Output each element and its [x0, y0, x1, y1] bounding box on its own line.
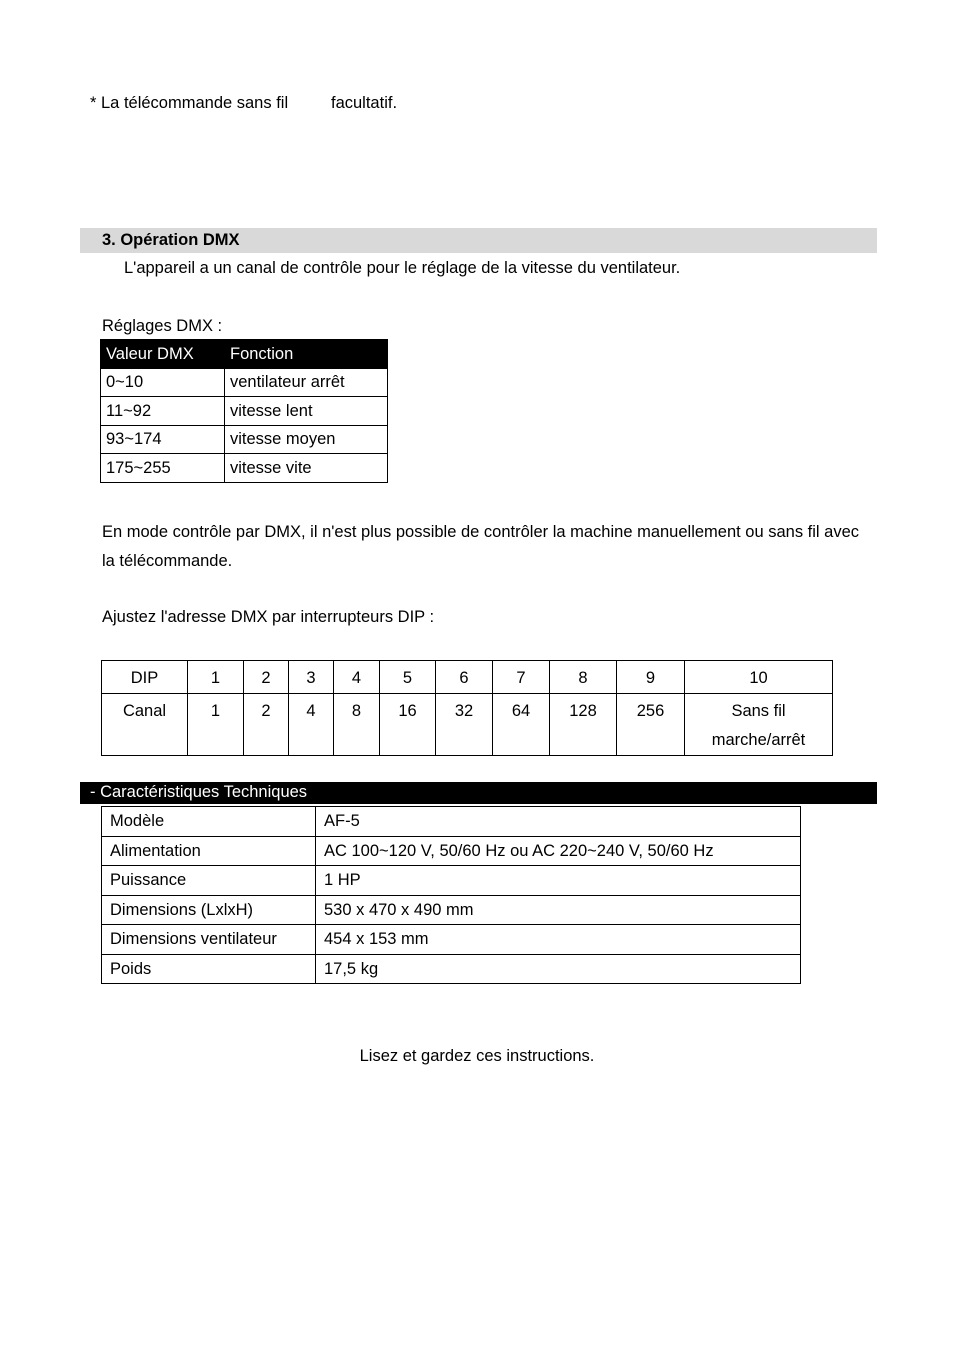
- specs-title: - Caractéristiques Techniques: [90, 783, 308, 801]
- table-row: [101, 425, 388, 454]
- table-row: [102, 694, 833, 756]
- table-cell: Sans fil marche/arrêt: [685, 694, 833, 756]
- table-cell: 7: [493, 661, 550, 694]
- table-cell: 256: [617, 694, 685, 756]
- dmx-mode-paragraph: En mode contrôle par DMX, il n'est plus possible de contrôler la machine manuellement ou sans fil avec la télécommande.: [102, 523, 860, 570]
- table-cell: DIP: [102, 661, 188, 694]
- spec-key: Modèle: [102, 807, 316, 837]
- table-row: [101, 368, 388, 397]
- remote-note-optional: facultatif.: [331, 94, 398, 112]
- spec-key: Puissance: [102, 866, 316, 896]
- table-cell: 8: [334, 694, 380, 756]
- table-cell: 32: [436, 694, 493, 756]
- dip-switch-table: [101, 660, 833, 756]
- table-header-row: [101, 340, 388, 369]
- table-row: [102, 807, 801, 837]
- table-row: [101, 454, 388, 483]
- spec-value: 1 HP: [316, 866, 801, 896]
- table-cell: 8: [550, 661, 617, 694]
- table-cell: vitesse lent: [225, 397, 388, 426]
- table-cell: 1: [188, 661, 244, 694]
- table-cell: 5: [380, 661, 436, 694]
- specs-table: [101, 806, 801, 984]
- spec-key: Dimensions ventilateur: [102, 925, 316, 955]
- table-cell: 4: [334, 661, 380, 694]
- table-cell: 64: [493, 694, 550, 756]
- spec-value: AF-5: [316, 807, 801, 837]
- spec-value: 530 x 470 x 490 mm: [316, 895, 801, 925]
- spec-key: Dimensions (LxlxH): [102, 895, 316, 925]
- table-row: [102, 661, 833, 694]
- footer-note: Lisez et gardez ces instructions.: [359, 1047, 595, 1065]
- table-cell: 4: [289, 694, 334, 756]
- table-cell: 11~92: [101, 397, 225, 426]
- table-cell: 16: [380, 694, 436, 756]
- table-cell: 3: [289, 661, 334, 694]
- table-row: [101, 397, 388, 426]
- table-row: [102, 836, 801, 866]
- remote-note: * La télécommande sans fil: [90, 94, 289, 112]
- spec-key: Alimentation: [102, 836, 316, 866]
- table-cell: 2: [244, 661, 289, 694]
- table-cell: 2: [244, 694, 289, 756]
- table-cell: ventilateur arrêt: [225, 368, 388, 397]
- table-cell: vitesse moyen: [225, 425, 388, 454]
- table-row: [102, 954, 801, 984]
- dip-switch-label: Ajustez l'adresse DMX par interrupteurs DIP :: [102, 608, 435, 626]
- table-row: [102, 866, 801, 896]
- spec-key: Poids: [102, 954, 316, 984]
- spec-value: AC 100~120 V, 50/60 Hz ou AC 220~240 V, 50/60 Hz: [316, 836, 801, 866]
- table-cell: 1: [188, 694, 244, 756]
- dmx-settings-table: [100, 339, 388, 483]
- table-cell: Canal: [102, 694, 188, 756]
- table-cell: 0~10: [101, 368, 225, 397]
- column-header: Fonction: [225, 340, 388, 369]
- table-row: [102, 925, 801, 955]
- spec-value: 454 x 153 mm: [316, 925, 801, 955]
- table-cell: 9: [617, 661, 685, 694]
- table-cell: 128: [550, 694, 617, 756]
- table-cell: 10: [685, 661, 833, 694]
- spec-value: 17,5 kg: [316, 954, 801, 984]
- section-title: 3. Opération DMX: [102, 231, 240, 249]
- table-cell: 93~174: [101, 425, 225, 454]
- table-row: [102, 895, 801, 925]
- section-intro: L'appareil a un canal de contrôle pour le réglage de la vitesse du ventilateur.: [124, 259, 681, 277]
- table-cell: 175~255: [101, 454, 225, 483]
- table-cell: vitesse vite: [225, 454, 388, 483]
- dmx-settings-label: Réglages DMX :: [102, 317, 223, 335]
- column-header: Valeur DMX: [101, 340, 225, 369]
- table-cell: 6: [436, 661, 493, 694]
